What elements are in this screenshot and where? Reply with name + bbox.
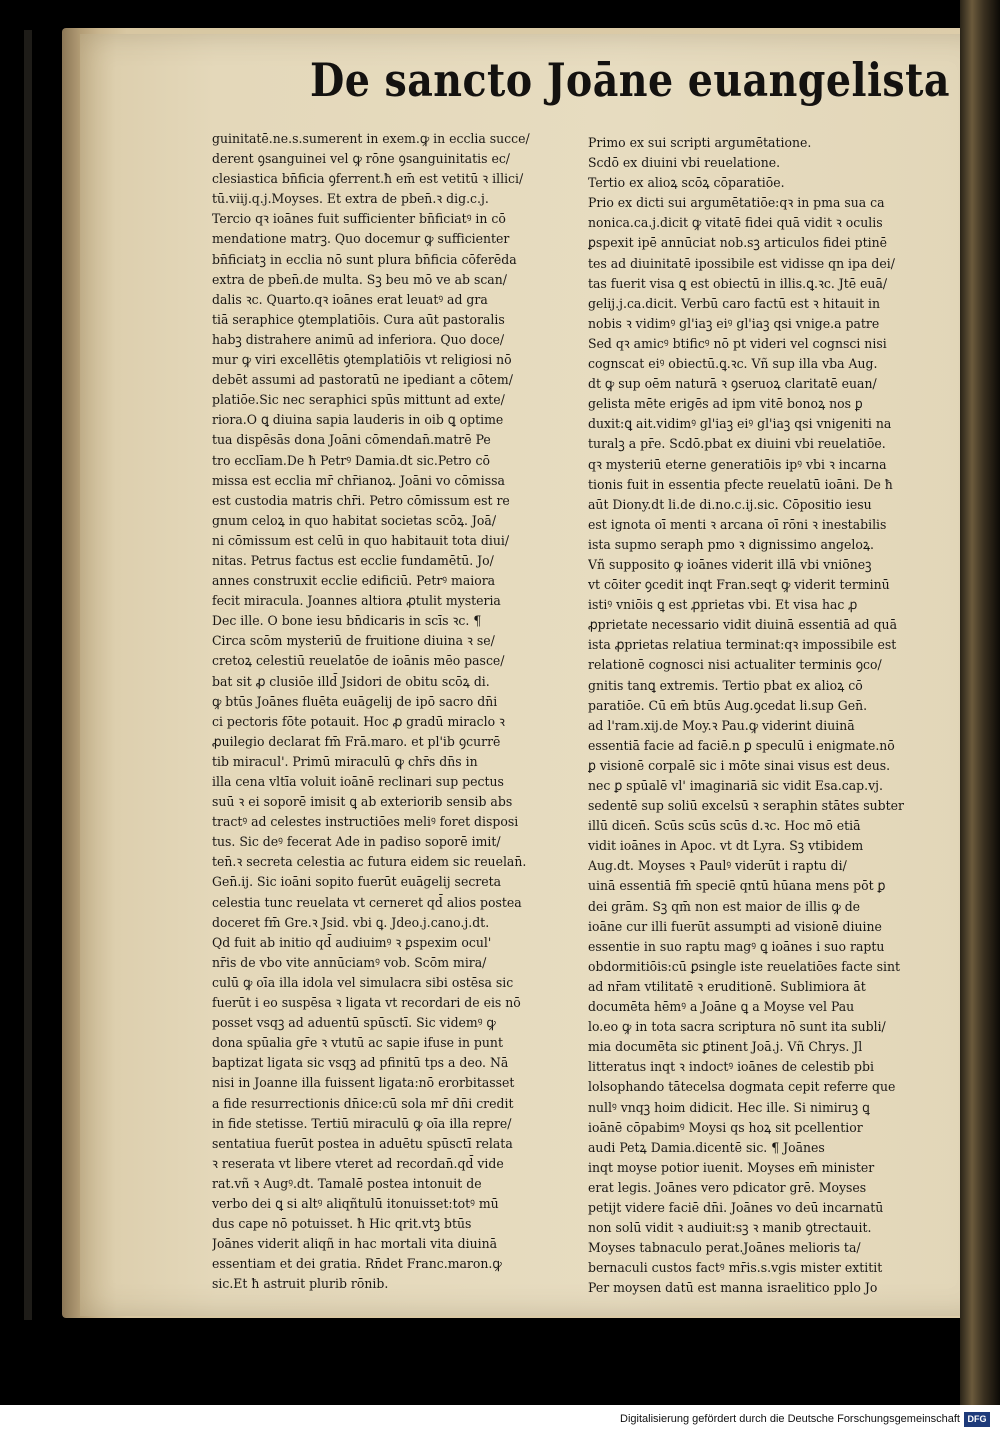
text-line: tionis fuit in essentia pfecte reuelatū ioāni. De ħ	[588, 477, 893, 493]
text-line: tū.viij.q.j.Moyses. Et extra de pben̄.ꝛ dig.c.j.	[212, 192, 489, 208]
text-line: Prio ex dicti sui argumētatiōe:qꝛ in pma sua ca	[588, 196, 885, 212]
text-line: bernaculi custos factꝰ mr̄is.s.vgis mister extitit	[588, 1261, 883, 1277]
text-line: essentiam et dei gratia. Rn̄det Franc.maron.ꝙ	[212, 1257, 502, 1273]
text-line: relationē cognosci nisi actualiter terminis ꝯco∕	[588, 658, 882, 674]
text-line: documēta hēmꝰ a Joāne ꝗ a Moyse vel Pau	[588, 1000, 855, 1016]
text-line: Sed qꝛ amicꝰ btificꝰ nō pt videri vel cognsci nisi	[588, 336, 887, 352]
text-line: Dec ille. O bone iesu bn̄dicaris in scīs ꝛc. ¶	[212, 614, 482, 630]
text-line: annes construxit ecclie edificiū. Petrꝰ maiora	[212, 574, 496, 590]
text-line: istiꝰ vniōis ꝗ est ꝓprietas vbi. Et visa hac ꝓ	[588, 598, 858, 614]
text-line: ꝓuilegio declarat fm̄ Frā.maro. et pl'ib ꝯcurrē	[212, 734, 501, 750]
text-line: Gen̄.ij. Sic ioāni sopito fuerūt euāgelij secreta	[212, 875, 502, 891]
text-line: qꝛ mysteriū eterne generatiōis ipꝰ vbi ꝛ incarna	[588, 457, 887, 473]
text-line: Tertio ex alioꝝ scōꝝ cōparatiōe.	[588, 176, 785, 192]
funding-credit: Digitalisierung gefördert durch die Deutsche Forschungsgemeinschaft	[620, 1413, 960, 1425]
text-column-right	[588, 134, 948, 1299]
text-line: uinā essentiā fm̄ speciē qntū hūana mens pōt ꝑ	[588, 879, 886, 895]
text-line: Tercio qꝛ ioānes fuit sufficienter bn̄ficiatꝰ in cō	[212, 212, 506, 228]
text-line: dona spūalia gr̄e ꝛ vtutū ac sapie ifuse in punt	[212, 1036, 503, 1052]
text-line: ꝙ btūs Joānes fluēta euāgelij de ipō sacro dn̄i	[212, 694, 498, 710]
text-line: dei grām. Sꝫ qm̄ non est maior de illis ꝙ de	[588, 899, 861, 915]
text-line: nec ꝑ spūalē vl' imaginariā sic vidit Esa.cap.vj.	[588, 779, 883, 794]
text-line: turalꝫ a pr̄e. Scdō.pbat ex diuini vbi reuelatiōe.	[588, 437, 886, 453]
text-line: dalis ꝛc. Quarto.qꝛ ioānes erat leuatꝰ ad gra	[212, 292, 488, 308]
text-line: erat legis. Joānes vero pdicator grē. Moyses	[588, 1180, 867, 1196]
text-line: mia documēta sic ꝑtinent Joā.j. Vñ Chrys. Jl	[588, 1040, 863, 1056]
text-line: Scdō ex diuini vbi reuelatione.	[588, 156, 781, 172]
text-line: habꝫ distrahere animū ad inferiora. Quo doce∕	[212, 332, 505, 348]
text-line: lo.eo ꝙ in tota sacra scriptura nō sunt ita subli∕	[588, 1020, 886, 1036]
text-line: nitas. Petrus factus est ecclie fundamētū. Jo∕	[212, 553, 494, 569]
text-line: missa est ecclia mr̄ chr̄ianoꝝ. Joāni vo cōmissa	[212, 473, 505, 489]
text-line: aūt Diony.dt li.de di.no.c.ij.sic. Cōpositio iesu	[588, 497, 872, 513]
running-head: De sancto Joāne euangelista	[310, 53, 950, 107]
text-line: sentatiua fuerūt postea in aduētu spūsctī relata	[212, 1136, 513, 1152]
text-line: Aug.dt. Moyses ꝛ Paulꝰ viderūt i raptu di∕	[588, 859, 847, 875]
text-line: nisi in Joanne illa fuissent ligata:nō erorbitasset	[212, 1076, 515, 1092]
text-line: in fide stetisse. Tertiū miraculū ꝙ oīa illa repre∕	[212, 1116, 512, 1132]
text-line: rat.vñ ꝛ Augꝰ.dt. Tamalē postea intonuit de	[212, 1176, 482, 1192]
text-line: Moyses tabnaculo perat.Joānes melioris ta∕	[588, 1241, 861, 1257]
text-line: tes ad diuinitatē ipossibile est vidisse qn ipa dei∕	[588, 256, 895, 272]
text-line: ista ꝓprietas relatiua terminat:qꝛ impossibile est	[588, 638, 897, 654]
footer-bar	[0, 1405, 1000, 1436]
text-line: Per moysen datū est manna israelitico pplo Jo	[588, 1281, 878, 1297]
text-line: est ignota oī menti ꝛ arcana oī rōni ꝛ inestabilis	[588, 517, 887, 533]
text-line: tus. Sic deꝰ fecerat Ade in padiso soporē imit∕	[212, 835, 501, 851]
text-line: inqt moyse potior iuenit. Moyses em̄ minister	[588, 1160, 875, 1176]
text-line: Qd fuit ab initio qd̄ audiuimꝰ ꝛ ꝑspexim ocul'	[212, 935, 492, 951]
text-line: bat sit ꝓ clusiōe illd̄ Jsidori de obitu scōꝝ di.	[212, 674, 490, 690]
text-line: essentiā facie ad faciē.n ꝑ speculū i enigmate.nō	[588, 738, 895, 754]
text-line: cognscat eiꝰ obiectū.ꝗ.ꝛc. Vñ sup illa vba Aug.	[588, 357, 878, 373]
text-line: debēt assumi ad pastoratū ne ipediant a cōtem∕	[212, 373, 513, 389]
text-line: guinitatē.ne.s.sumerent in exem.ꝙ in ecclia succe∕	[212, 132, 530, 147]
text-line: illū dicen̄. Scūs scūs scūs d.ꝛc. Hoc mō etiā	[588, 819, 861, 835]
text-line: essentie in suo raptu magꝰ ꝗ ioānes i suo raptu	[588, 939, 885, 955]
text-line: platiōe.Sic nec seraphici spūs mittunt ad exte∕	[212, 393, 505, 409]
text-line: sic.Et ħ astruit plurib rōnib.	[212, 1277, 389, 1293]
text-line: tib miracul'. Primū miraculū ꝙ chr̄s dn̄s in	[212, 754, 478, 770]
text-line: ten̄.ꝛ secreta celestia ac futura eidem sic reuelan̄.	[212, 855, 527, 871]
text-line: paratiōe. Cū em̄ btūs Aug.ꝯcedat li.sup Gen̄.	[588, 698, 868, 714]
text-line: derent ꝯsanguinei vel ꝙ rōne ꝯsanguinitatis ec∕	[212, 152, 510, 168]
text-line: Circa scōm mysteriū de fruitione diuina ꝛ se∕	[212, 634, 495, 650]
text-line: ꝓprietate necessario vidit diuinā essentiā ad quā	[588, 618, 898, 634]
text-line: non solū vidit ꝛ audiuit:sꝫ ꝛ manib ꝯtrectauit.	[588, 1221, 872, 1237]
text-line: vt cōiter ꝯcedit inqt Fran.seqt ꝙ viderit terminū	[588, 578, 890, 594]
text-line: vidit ioānes in Apoc. vt dt Lyra. Sꝫ vtibidem	[588, 839, 864, 855]
text-line: ꝑspexit ipē annūciat nob.sꝫ articulos fidei ptinē	[588, 236, 888, 252]
text-line: riora.O ꝗ diuina sapia lauderis in oib ꝗ optime	[212, 413, 504, 429]
text-line: gelij.j.ca.dicit. Verbū caro factū est ꝛ hitauit in	[588, 296, 881, 312]
text-line: extra de pben̄.de multa. Sꝫ beu mō ve ab scan∕	[212, 272, 507, 288]
text-line: celestia tunc reuelata vt cerneret qd̄ alios postea	[212, 895, 522, 911]
text-line: tro ecclīam.De ħ Petrꝰ Damia.dt sic.Petro cō	[212, 453, 490, 469]
text-line: nullꝰ vnqꝫ hoim didicit. Hec ille. Si nimiruꝫ ꝗ	[588, 1100, 870, 1116]
text-line: obdormitiōis:cū ꝑsingle iste reuelatiōes facte sint	[588, 959, 901, 975]
text-line: dus cape nō potuisset. ħ Hic qrit.vtꝫ btūs	[212, 1217, 472, 1233]
text-line: illa cena vltīa voluit ioānē reclinari sup pectus	[212, 775, 504, 790]
text-line: gelista mēte erigēs ad ipm vitē bonoꝝ nos ꝑ	[588, 397, 863, 413]
text-line: Joānes viderit aliqñ in hac mortali vita diuinā	[212, 1237, 498, 1253]
text-line: tua dispēsās dona Joāni cōmendan̄.matrē Pe	[212, 433, 491, 449]
dfg-logo[interactable]: DFG	[964, 1412, 990, 1427]
text-line: nonica.ca.j.dicit ꝙ vitatē fidei quā vidit ꝛ oculis	[588, 216, 883, 232]
text-line: Primo ex sui scripti argumētatione.	[588, 136, 812, 151]
text-column-left	[212, 130, 582, 1295]
text-line: est custodia matris chr̄i. Petro cōmissum est re	[212, 493, 510, 509]
text-line: baptizat ligata sic vsqꝫ ad pfinitū tps a deo. Nā	[212, 1056, 509, 1072]
text-line: mendatione matrꝫ. Quo docemur ꝙ sufficienter	[212, 232, 510, 248]
text-line: ista supmo seraph pmo ꝛ dignissimo angeloꝝ.	[588, 537, 874, 553]
page-gutter-shadow	[960, 0, 1000, 1405]
text-line: suū ꝛ ei soporē imisit ꝗ ab exteriorib sensib abs	[212, 795, 513, 811]
scan-scale-bar	[24, 30, 32, 1320]
text-line: doceret fm̄ Gre.ꝛ Jsid. vbi ꝗ. Jdeo.j.cano.j.dt.	[212, 915, 490, 931]
text-line: culū ꝙ oīa illa idola vel simulacra sibi ostēsa sic	[212, 975, 514, 991]
text-line: verbo dei ꝗ si altꝰ aliqñtulū itonuisset:totꝰ mū	[212, 1196, 499, 1212]
text-line: ad l'ram.xij.de Moy.ꝛ Pau.ꝙ viderint diuinā	[588, 718, 855, 734]
text-line: sedentē sup soliū excelsū ꝛ seraphin stātes subter	[588, 799, 904, 815]
text-line: ioāne cur illi fuerūt assumpti ad visionē diuine	[588, 919, 882, 935]
text-line: tractꝰ ad celestes instructiōes meliꝰ foret disposi	[212, 815, 519, 831]
text-line: dt ꝙ sup oēm naturā ꝛ ꝯseruoꝝ claritatē euan∕	[588, 377, 877, 393]
text-line: ioānē cōpabimꝰ Moysi qs hoꝝ sit pcellentior	[588, 1120, 863, 1136]
text-line: litteratus inqt ꝛ indoctꝰ ioānes de celestib pbi	[588, 1060, 874, 1076]
text-line: ni cōmissum est celū in quo habitauit tota diui∕	[212, 533, 510, 549]
text-line: tiā seraphice ꝯtemplatiōis. Cura aūt pastoralis	[212, 312, 505, 328]
text-line: ad nr̄am vtilitatē ꝛ eruditionē. Sublimiora āt	[588, 979, 866, 995]
text-line: cretoꝝ celestiū reuelatōe de ioānis mēo pasce∕	[212, 654, 505, 670]
text-line: fuerūt i eo suspēsa ꝛ ligata vt recordari de eis nō	[212, 996, 521, 1012]
text-line: mur ꝙ viri excellētis ꝯtemplatiōis vt religiosi nō	[212, 353, 512, 369]
text-line: nr̄is de vbo vite annūciamꝰ vob. Scōm mira∕	[212, 955, 487, 971]
text-line: gnitis tanꝗ extremis. Tertio pbat ex alioꝝ cō	[588, 678, 863, 694]
text-line: posset vsqꝫ ad aduentū spūsctī. Sic videmꝰ ꝙ	[212, 1016, 496, 1032]
text-line: tas fuerit visa ꝗ est obiectū in illis.ꝗ.ꝛc. Jtē euā∕	[588, 276, 888, 292]
text-line: ꝛ reserata vt libere vteret ad recordan̄.qd̄ vide	[212, 1156, 504, 1172]
text-line: ci pectoris fōte potauit. Hoc ꝓ gradū miraclo ꝛ	[212, 714, 505, 730]
text-line: bn̄ficiatꝫ in ecclia nō sunt plura bn̄ficia cōferēda	[212, 252, 517, 268]
text-line: Vñ supposito ꝙ ioānes viderit illā vbi vniōneꝫ	[588, 557, 872, 573]
text-line: fecit miracula. Joannes altiora ꝓtulit mysteria	[212, 594, 501, 610]
text-line: duxit:ꝗ ait.vidimꝰ gl'iaꝫ eiꝰ gl'iaꝫ qsi vnigeniti na	[588, 417, 892, 433]
text-line: audi Petꝝ Damia.dicentē sic. ¶ Joānes	[588, 1140, 825, 1156]
text-line: petijt videre faciē dn̄i. Joānes vo deū incarnatū	[588, 1200, 884, 1216]
text-line: gnum celoꝝ in quo habitat societas scōꝝ. Joā∕	[212, 513, 497, 529]
text-line: lolsophando tātecelsa dogmata cepit referre que	[588, 1080, 896, 1096]
text-line: nobis ꝛ vidimꝰ gl'iaꝫ eiꝰ gl'iaꝫ qsi vnige.a patre	[588, 316, 880, 332]
text-line: a fide resurrectionis dn̄ice:cū sola mr̄ dn̄i credit	[212, 1096, 514, 1112]
text-line: ꝑ visionē corpalē sic i mōte sinai visus est deus.	[588, 758, 891, 774]
text-line: clesiastica bn̄ficia ꝯferrent.ħ em̄ est vetitū ꝛ illici∕	[212, 172, 524, 188]
